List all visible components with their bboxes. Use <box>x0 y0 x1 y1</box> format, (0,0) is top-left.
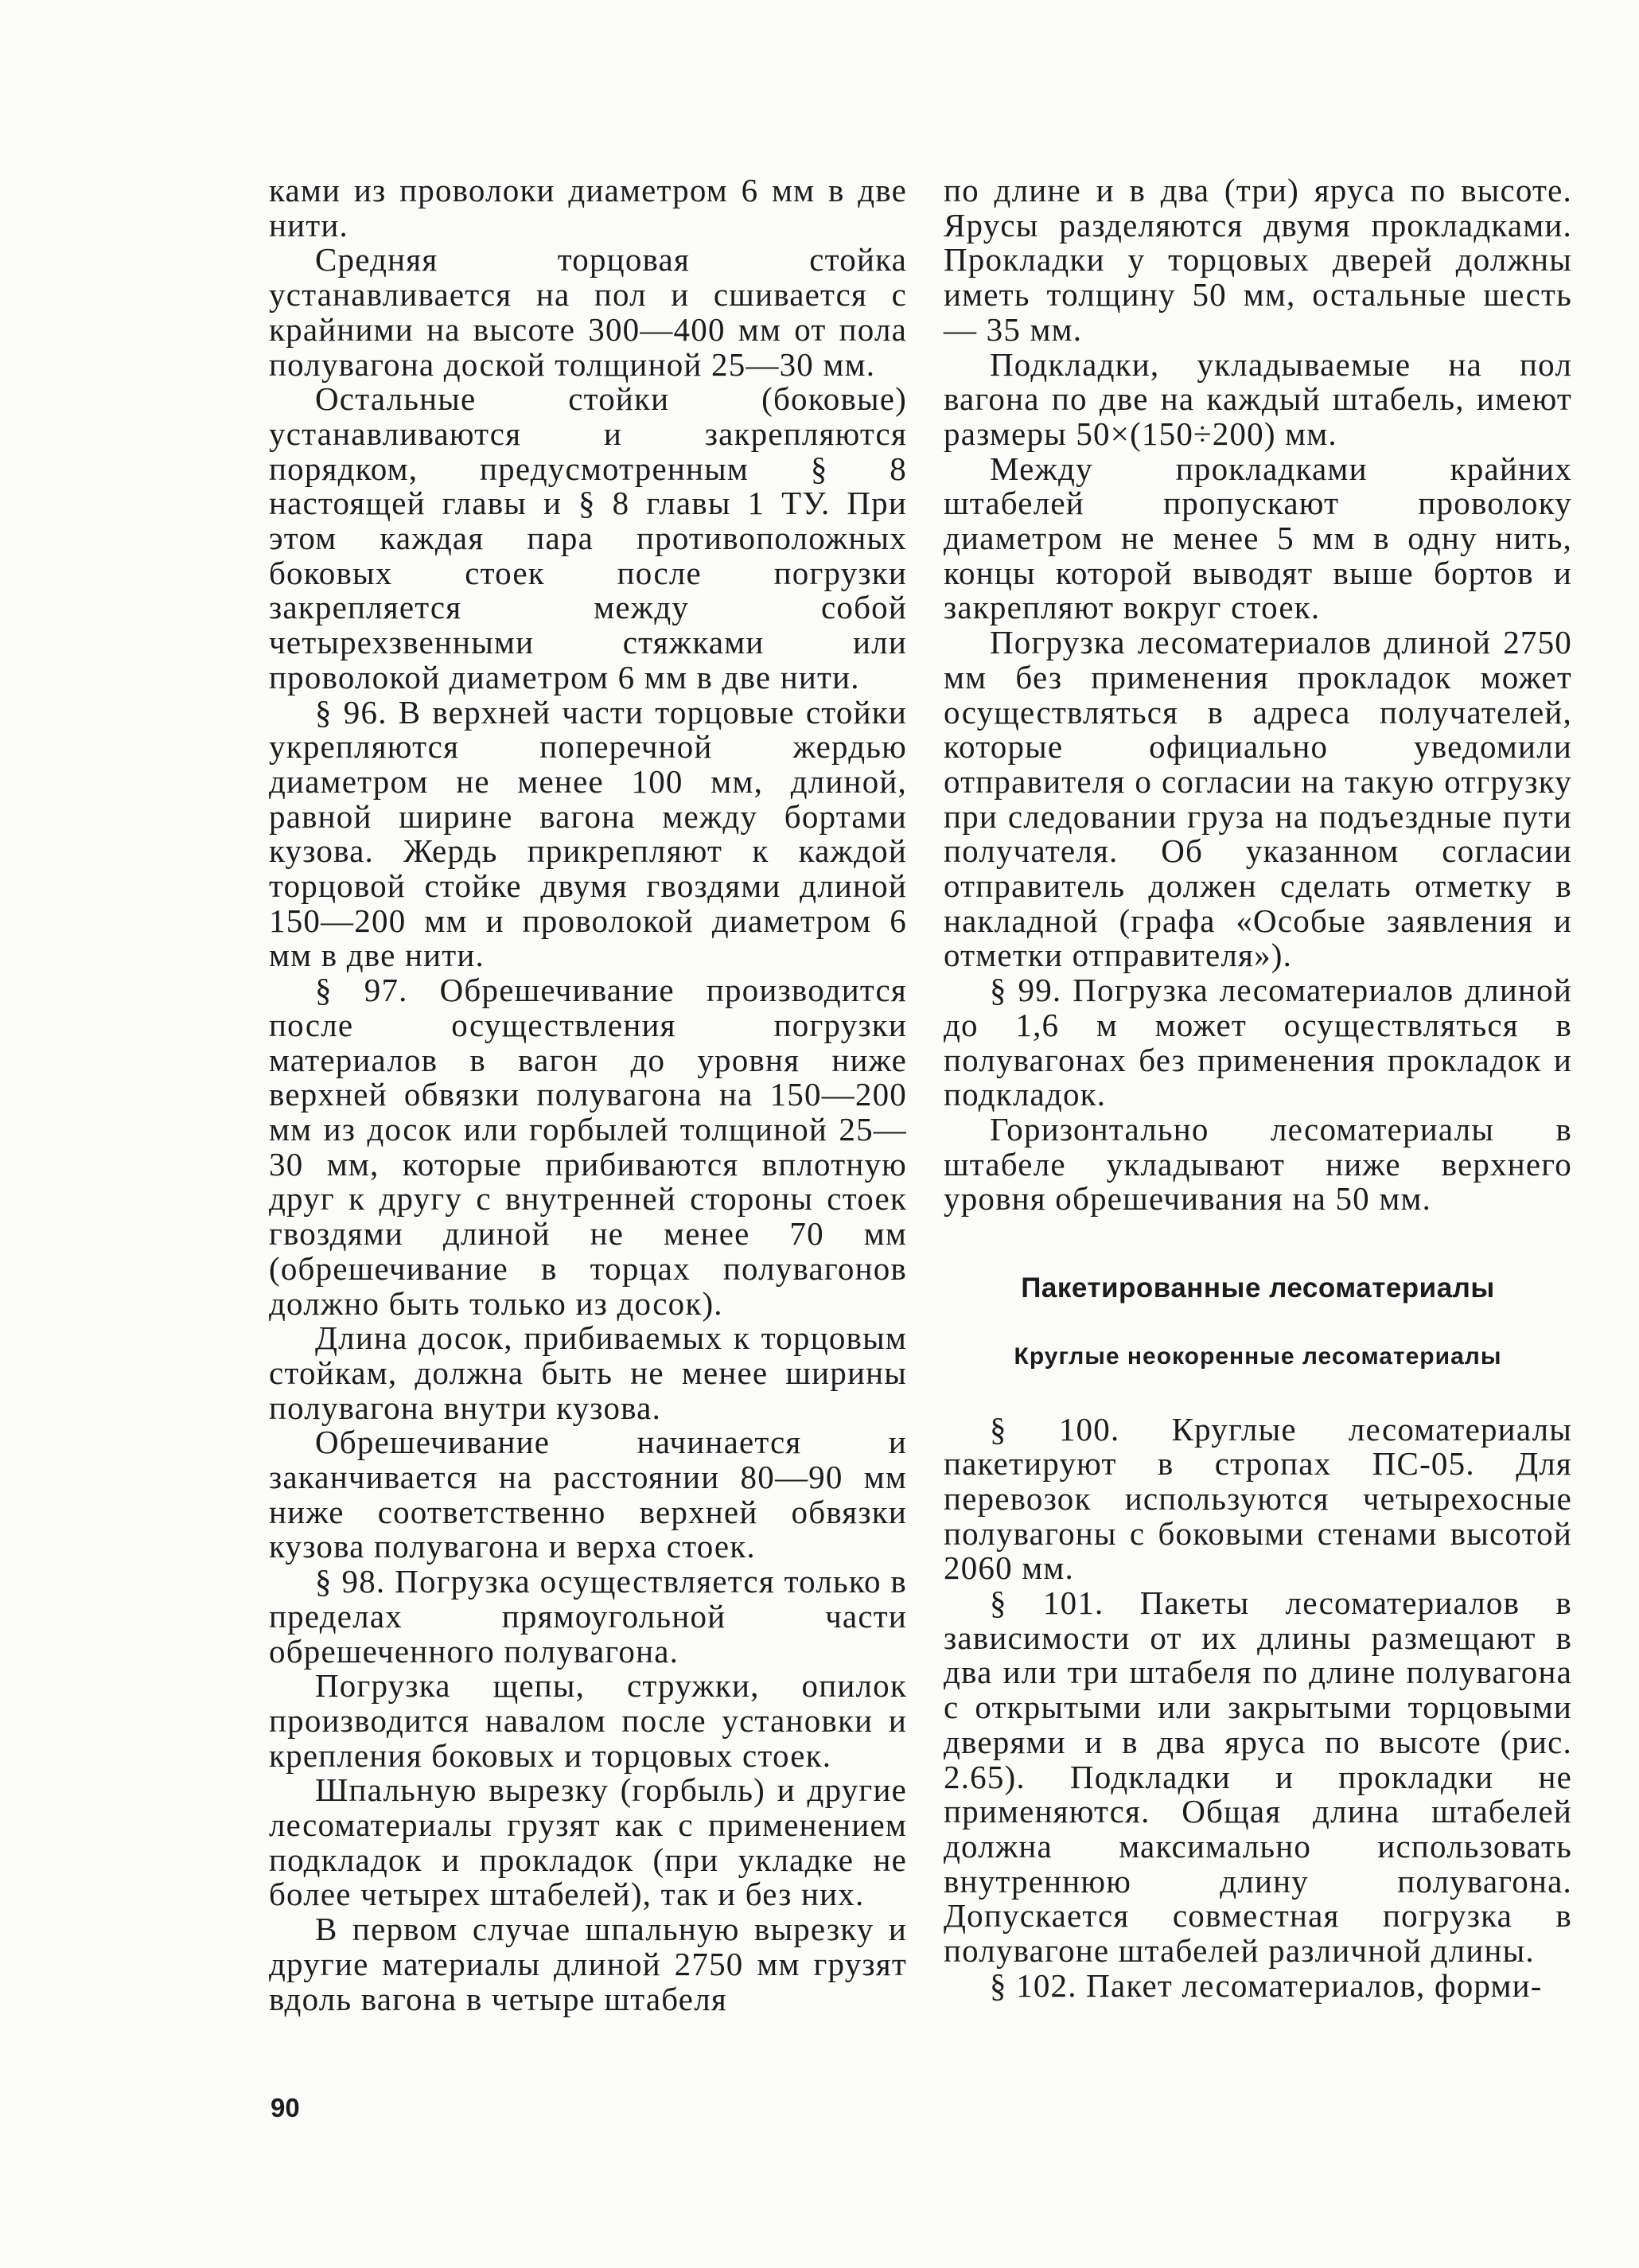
paragraph-section-99: § 99. Погрузка лесоматериалов длиной до 1,6 м может осуществляться в полувагонах без применения прокладок и подкладок. <box>944 972 1572 1113</box>
paragraph: Погрузка щепы, стружки, опилок производится навалом после установки и крепления боковых и торцовых стоек. <box>269 1667 907 1774</box>
paragraph: Шпальную вырезку (горбыль) и другие лесоматериалы грузят как с применением подкладок и прокладок (при укладке не более четырех штабелей), так и без них. <box>269 1771 907 1913</box>
paragraph-section-96: § 96. В верхней части торцовые стойки укрепляются поперечной жердью диаметром не менее 100 мм, длиной, равной ширине вагона между бортами кузова. Жердь прикрепляют к каждой торцовой стойке двумя гвоздями длиной 150—200 мм и проволокой диаметром 6 мм в две нити. <box>269 693 907 974</box>
paragraph: по длине и в два (три) яруса по высоте. Ярусы разделяются двумя прокладками. Прокладки у торцовых дверей должны иметь толщину 50 мм, остальные шесть — 35 мм. <box>944 172 1572 348</box>
paragraph: Длина досок, прибиваемых к торцовым стойкам, должна быть не менее ширины полувагона внутри кузова. <box>269 1319 907 1426</box>
paragraph-section-101: § 101. Пакеты лесоматериалов в зависимости от их длины размещают в два или три штабеля по длине полувагона с открытыми или закрытыми торцовыми дверями и в два яруса по высоте (рис. 2.65). Подкладки и прокладки не применяются. Общая длина штабелей должна максимально использовать внутреннюю длину полувагона. Допускается совместная погрузка в полувагоне штабелей различной длины. <box>944 1584 1572 1970</box>
paragraph-section-102: § 102. Пакет лесоматериалов, форми- <box>990 1966 1543 2004</box>
paragraph-section-98: § 98. Погрузка осуществляется только в пределах прямоугольной части обрешеченного полувагона. <box>269 1563 907 1670</box>
section-heading: Пакетированные лесоматериалы <box>1021 1272 1495 1304</box>
paragraph: В первом случае шпальную вырезку и другие материалы длиной 2750 мм грузят вдоль вагона в четыре штабеля <box>269 1911 907 2017</box>
paragraph: Средняя торцовая стойка устанавливается на пол и сшивается с крайними на высоте 300—400 мм от пола полувагона доской толщиной 25—30 мм. <box>269 241 907 383</box>
left-column <box>269 173 907 2017</box>
page-number: 90 <box>271 2093 300 2122</box>
paragraph: Обрешечивание начинается и заканчивается на расстоянии 80—90 мм ниже соответственно верхней обвязки кузова полувагона и верха стоек. <box>269 1424 907 1565</box>
right-column <box>944 173 1572 2003</box>
paragraph: Горизонтально лесоматериалы в штабеле укладывают ниже верхнего уровня обрешечивания на 50 мм. <box>944 1110 1572 1218</box>
paragraph: Подкладки, укладываемые на пол вагона по две на каждый штабель, имеют размеры 50×(150÷200) мм. <box>944 345 1572 452</box>
paragraph: Погрузка лесоматериалов длиной 2750 мм без применения прокладок может осуществляться в адреса получателей, которые официально уведомили отправителя о согласии на такую отгрузку при следовании груза на подъездные пути получателя. Об указанном согласии отправитель должен сделать отметку в накладной (графа «Особые заявления и отметки отправителя»). <box>944 624 1572 974</box>
section-subheading: Круглые неокоренные лесоматериалы <box>1014 1342 1502 1370</box>
paragraph: ками из проволоки диаметром 6 мм в две нити. <box>269 172 907 244</box>
paragraph: Остальные стойки (боковые) устанавливаются и закрепляются порядком, предусмотренным § 8 настоящей главы и § 8 главы 1 ТУ. При этом каждая пара противоположных боковых стоек после погрузки закрепляется между собой четырехзвенными стяжками или проволокой диаметром 6 мм в две нити. <box>269 380 907 696</box>
paragraph-section-97: § 97. Обрешечивание производится после осуществления погрузки материалов в вагон до уровня ниже верхней обвязки полувагона на 150—200 мм из досок или горбылей толщиной 25—30 мм, которые прибиваются вплотную друг к другу с внутренней стороны стоек гвоздями длиной не менее 70 мм (обрешечивание в торцах полувагонов должно быть только из досок). <box>269 972 907 1322</box>
paragraph-section-100: § 100. Круглые лесоматериалы пакетируют в стропах ПС-05. Для перевозок используются четырехосные полувагоны с боковыми стенами высотой 2060 мм. <box>944 1410 1572 1587</box>
paragraph: Между прокладками крайних штабелей пропускают проволоку диаметром не менее 5 мм в одну нить, концы которой выводят выше бортов и закрепляют вокруг стоек. <box>944 450 1572 626</box>
